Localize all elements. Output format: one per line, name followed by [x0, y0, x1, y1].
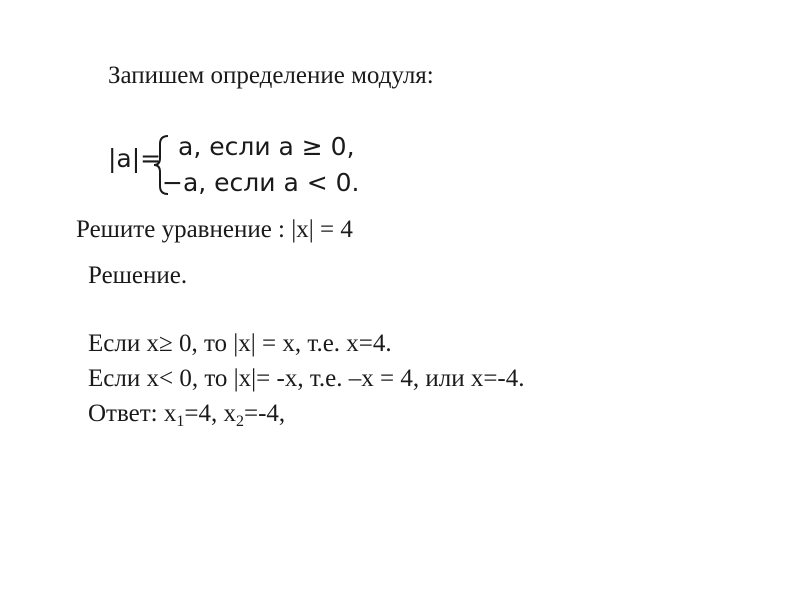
answer-subscript-1: 1	[176, 413, 185, 430]
solution-line-positive-case: Если x≥ 0, то |x| = x, т.е. x=4.	[88, 330, 392, 357]
definition-case-positive: a, если a ≥ 0,	[178, 132, 355, 161]
answer-mid: =4, x	[184, 400, 236, 427]
definition-lhs: |a|=	[108, 144, 162, 173]
answer-line	[88, 400, 285, 431]
modulus-definition	[100, 128, 420, 206]
solution-heading: Решение.	[88, 262, 188, 289]
task-statement: Решите уравнение : |x| = 4	[76, 216, 353, 243]
solution-line-negative-case: Если x< 0, то |x|= -x, т.е. –x = 4, или x=-4.	[88, 365, 525, 392]
answer-suffix: =-4,	[243, 400, 286, 427]
answer-prefix: Ответ: x	[88, 400, 177, 427]
answer-subscript-2: 2	[235, 413, 244, 430]
intro-text: Запишем определение модуля:	[108, 62, 434, 89]
definition-case-negative: −a, если a < 0.	[162, 168, 360, 197]
